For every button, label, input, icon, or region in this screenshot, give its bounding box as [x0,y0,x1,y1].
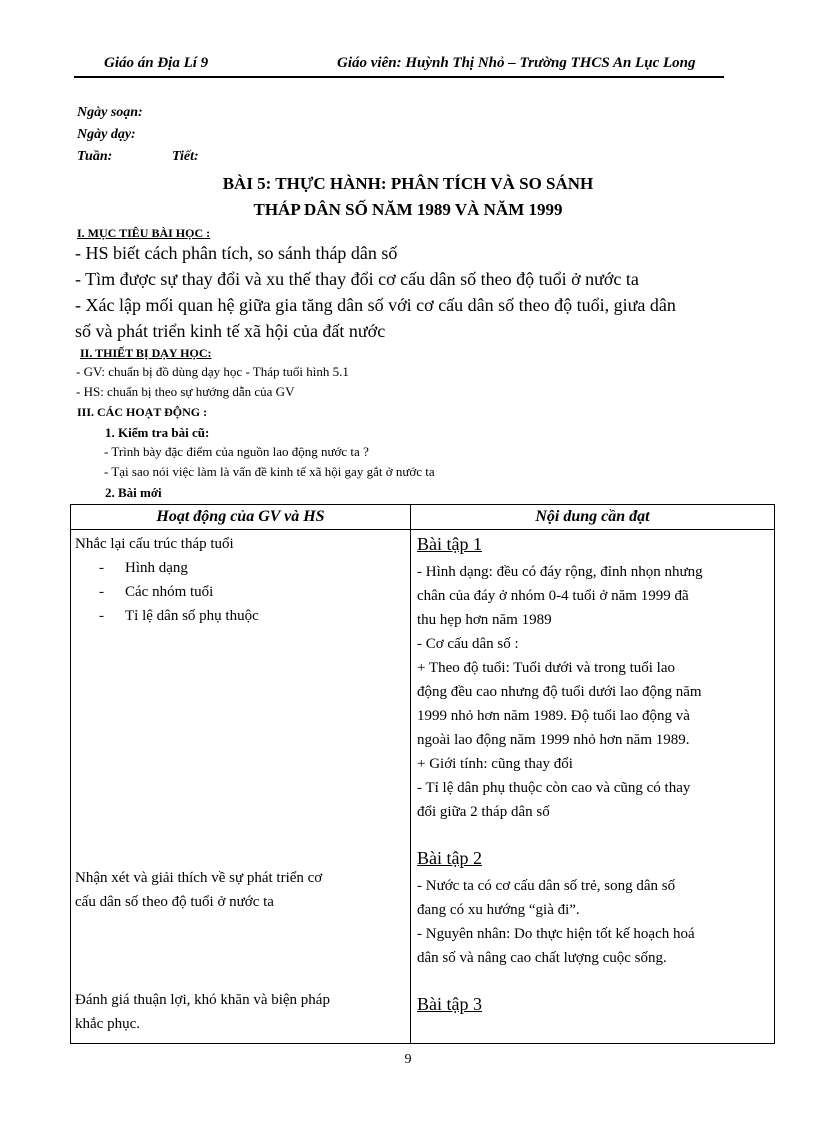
section2-heading: II. THIẾT BỊ DẠY HỌC: [80,346,212,360]
section3-heading: III. CÁC HOẠT ĐỘNG : [77,405,208,419]
table-header-activities: Hoạt động của GV và HS [71,505,411,530]
list-item: Các nhóm tuổi [125,584,214,600]
section2-item: - GV: chuẩn bị đồ dùng dạy học - Tháp tuổi hình 5.1 [76,364,349,379]
content-line: dân số và nâng cao chất lượng cuộc sống. [417,950,667,966]
activity-text: Nhận xét và giải thích về sự phát triển cơ [75,870,323,886]
content-line: đổi giữa 2 tháp dân số [417,804,550,820]
exercise1-title: Bài tập 1 [417,534,482,554]
lesson-title-line1: BÀI 5: THỰC HÀNH: PHÂN TÍCH VÀ SO SÁNH [222,174,594,193]
meta-tuan: Tuần: [77,149,113,164]
content-line: - Nguyên nhân: Do thực hiện tốt kế hoạch hoá [417,926,695,942]
content-line: - Hình dạng: đều có đáy rộng, đỉnh nhọn nhưng [417,564,703,580]
activity-text: cấu dân số theo độ tuổi ở nước ta [75,894,274,910]
list-item: Hình dạng [125,560,188,576]
header-teacher: Giáo viên: Huỳnh Thị Nhỏ – Trường THCS An Lục Long [337,55,696,71]
content-line: đang có xu hướng “già đi”. [417,902,580,918]
meta-tiet: Tiết: [172,149,199,164]
table-cell-activities [71,530,411,1044]
content-line: chân của đáy ở nhóm 0-4 tuổi ở năm 1999 đã [417,588,689,604]
section2-item: - HS: chuẩn bị theo sự hướng dẫn của GV [76,384,295,399]
bullet-dash: - [99,560,104,576]
activity-text: Nhắc lại cấu trúc tháp tuổi [75,536,234,552]
content-line: - Tỉ lệ dân phụ thuộc còn cao và cũng có thay [417,780,691,796]
page-number: 9 [404,1052,412,1067]
header-subject: Giáo án Địa Lí 9 [104,55,209,71]
section3-sub1: 1. Kiểm tra bài cũ: [105,425,210,440]
section1-heading: I. MỤC TIÊU BÀI HỌC : [77,226,211,240]
bullet-dash: - [99,608,104,624]
section1-item: số và phát triển kinh tế xã hội của đất nước [75,321,386,341]
page-header [74,50,724,78]
content-line: - Nước ta có cơ cấu dân số trẻ, song dân số [417,878,676,894]
content-line: + Theo độ tuổi: Tuổi dưới và trong tuổi lao [417,660,676,676]
section3-sub1-item: - Trình bày đặc điểm của nguồn lao động nước ta ? [104,444,369,459]
table-header-content: Nội dung cần đạt [411,505,775,530]
content-line: thu hẹp hơn năm 1989 [417,612,552,628]
activity-text: Đánh giá thuận lợi, khó khăn và biện pháp [75,992,330,1008]
lesson-title-line2: THÁP DÂN SỐ NĂM 1989 VÀ NĂM 1999 [253,200,563,219]
meta-ngay-day: Ngày dạy: [77,127,136,142]
activity-text: khắc phục. [75,1016,140,1032]
content-line: + Giới tính: cũng thay đổi [417,756,573,772]
table-cell-content [411,530,775,1044]
exercise2-title: Bài tập 2 [417,848,482,868]
content-line: động đều cao nhưng độ tuổi dưới lao động năm [417,684,702,700]
section3-sub1-item: - Tại sao nói việc làm là vấn đề kinh tế xã hội gay gắt ở nước ta [104,464,435,479]
exercise3-title: Bài tập 3 [417,994,482,1014]
content-line: 1999 nhỏ hơn năm 1989. Độ tuổi lao động và [417,708,690,724]
activity-table [70,504,775,1044]
meta-ngay-soan: Ngày soạn: [77,105,143,120]
content-line: - Cơ cấu dân số : [417,636,519,652]
section1-item: - Xác lập mối quan hệ giữa gia tăng dân số với cơ cấu dân số theo độ tuổi, giưa dân [75,295,676,315]
section3-sub2: 2. Bài mới [105,485,162,500]
content-line: ngoài lao động năm 1999 nhỏ hơn năm 1989. [417,732,690,748]
section1-item: - Tìm được sự thay đổi và xu thế thay đổi cơ cấu dân số theo độ tuổi ở nước ta [75,269,639,289]
bullet-dash: - [99,584,104,600]
list-item: Tỉ lệ dân số phụ thuộc [125,608,259,624]
section1-item: - HS biết cách phân tích, so sánh tháp dân số [75,243,398,263]
